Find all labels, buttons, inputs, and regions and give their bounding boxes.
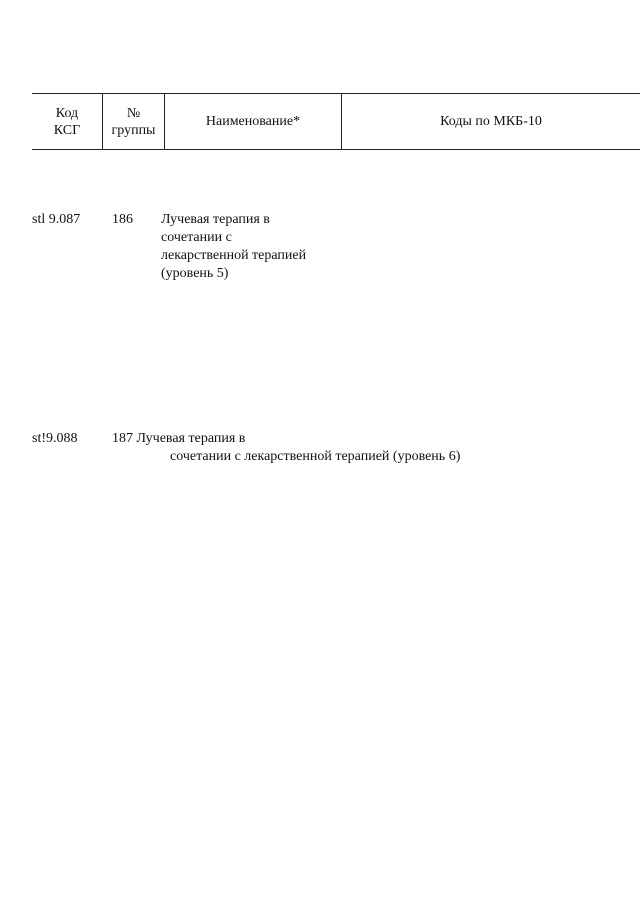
row-name-line: сочетании с: [161, 230, 232, 245]
header-name: Наименование*: [165, 94, 342, 149]
row-name-line: (уровень 5): [161, 266, 229, 281]
header-code-ksg: [32, 94, 103, 149]
row-code: stl 9.087: [32, 212, 81, 227]
header-code-line1: Код: [55, 105, 79, 121]
row-name-line: лекарственной терапией: [161, 248, 307, 263]
header-code-line2: КСГ: [53, 122, 81, 138]
row-name-line: Лучевая терапия в: [161, 212, 270, 227]
row-name: [161, 211, 331, 283]
row-group-number: 186: [112, 212, 133, 227]
header-group-number: [103, 94, 165, 149]
row-group-and-name: 187 Лучевая терапия в: [112, 431, 246, 446]
header-icd-codes: Коды по МКБ-10: [440, 114, 542, 129]
row-code: st!9.088: [32, 431, 78, 446]
table-header: [32, 93, 640, 150]
row-name-continuation: сочетании с лекарственной терапией (уровень 6): [170, 449, 461, 464]
header-group-line2: группы: [111, 122, 156, 138]
header-group-line1: №: [126, 105, 141, 121]
